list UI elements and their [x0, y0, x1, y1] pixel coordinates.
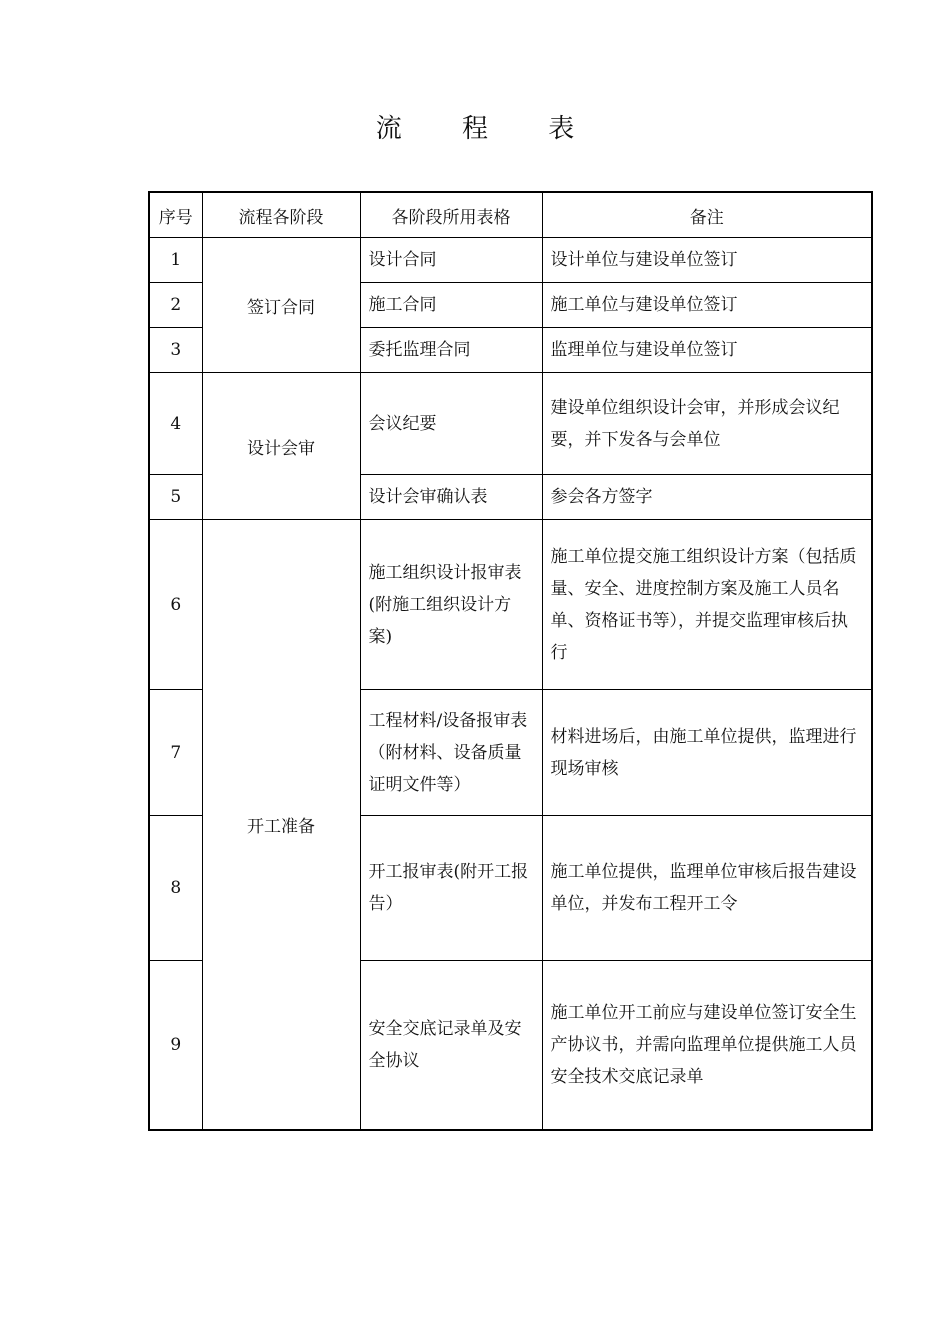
form-cell: 安全交底记录单及安全协议	[360, 961, 542, 1130]
flow-table	[148, 191, 873, 1131]
table-header-row	[149, 192, 872, 238]
stage-cell: 开工准备	[202, 520, 360, 1130]
form-cell: 施工合同	[360, 283, 542, 328]
form-cell: 设计合同	[360, 238, 542, 283]
row-num: 6	[149, 520, 202, 690]
header-stage: 流程各阶段	[202, 192, 360, 238]
note-cell: 施工单位提供，监理单位审核后报告建设单位，并发布工程开工令	[542, 816, 872, 961]
header-num: 序号	[149, 192, 202, 238]
stage-cell: 签订合同	[202, 238, 360, 373]
note-cell: 参会各方签字	[542, 475, 872, 520]
row-num: 2	[149, 283, 202, 328]
row-num: 9	[149, 961, 202, 1130]
form-cell: 开工报审表(附开工报告）	[360, 816, 542, 961]
note-cell: 施工单位提交施工组织设计方案（包括质量、安全、进度控制方案及施工人员名单、资格证书等），并提交监理审核后执行	[542, 520, 872, 690]
row-num: 3	[149, 328, 202, 373]
form-cell: 施工组织设计报审表(附施工组织设计方案)	[360, 520, 542, 690]
table-row	[149, 238, 872, 283]
form-cell: 设计会审确认表	[360, 475, 542, 520]
form-cell: 会议纪要	[360, 373, 542, 475]
stage-cell: 设计会审	[202, 373, 360, 520]
note-cell: 材料进场后，由施工单位提供，监理进行现场审核	[542, 690, 872, 816]
note-cell: 施工单位与建设单位签订	[542, 283, 872, 328]
document-title: 流 程 表	[375, 114, 601, 144]
note-cell: 建设单位组织设计会审，并形成会议纪要，并下发各与会单位	[542, 373, 872, 475]
table-row	[149, 520, 872, 690]
header-form: 各阶段所用表格	[360, 192, 542, 238]
row-num: 8	[149, 816, 202, 961]
note-cell: 施工单位开工前应与建设单位签订安全生产协议书，并需向监理单位提供施工人员安全技术交底记录单	[542, 961, 872, 1130]
row-num: 4	[149, 373, 202, 475]
row-num: 7	[149, 690, 202, 816]
table-row	[149, 373, 872, 475]
note-cell: 设计单位与建设单位签订	[542, 238, 872, 283]
row-num: 5	[149, 475, 202, 520]
note-cell: 监理单位与建设单位签订	[542, 328, 872, 373]
header-note: 备注	[542, 192, 872, 238]
form-cell: 委托监理合同	[360, 328, 542, 373]
row-num: 1	[149, 238, 202, 283]
form-cell: 工程材料/设备报审表（附材料、设备质量证明文件等）	[360, 690, 542, 816]
